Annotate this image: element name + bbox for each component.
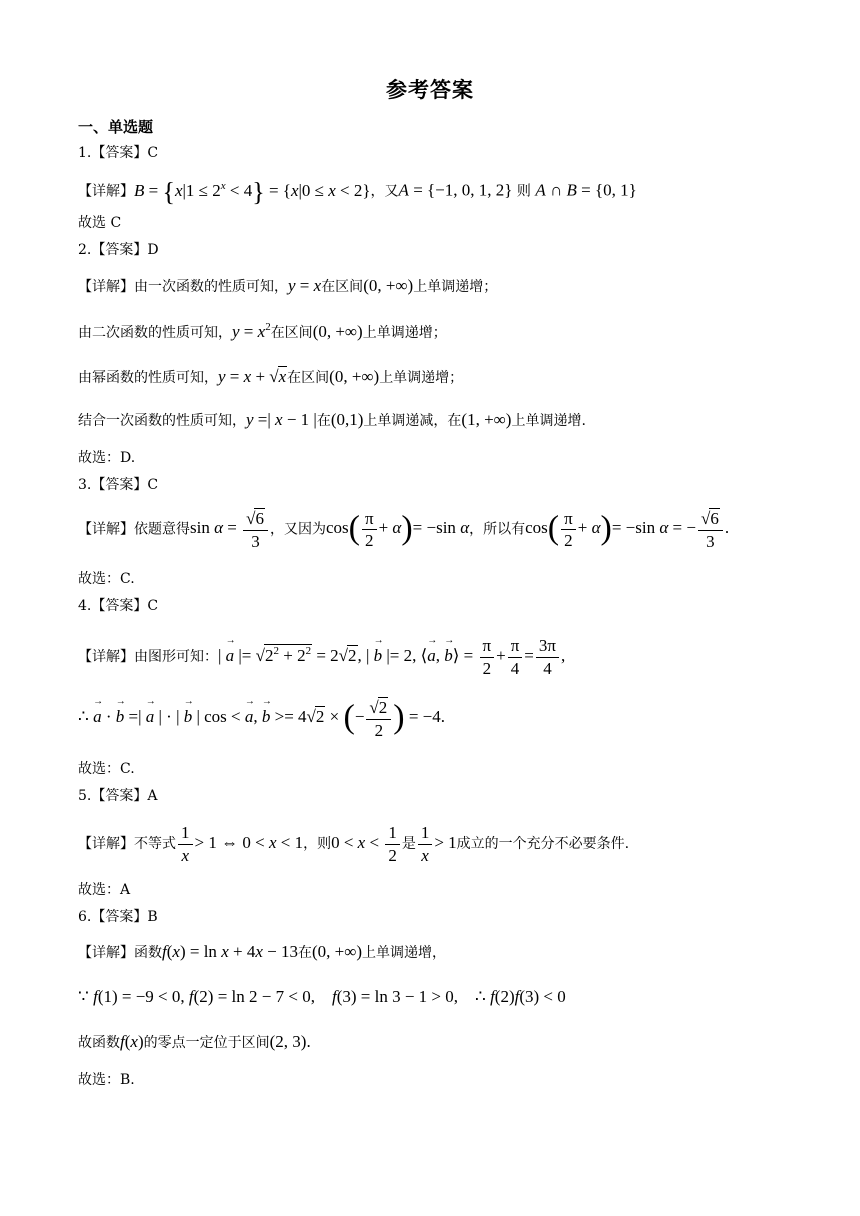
q2-l1-suffix: 上单调递增； bbox=[413, 279, 498, 295]
q6-zero-line bbox=[78, 1032, 311, 1052]
q4-magnitudes: | → a |= $√2^2 + 2^2 = 2√2$, | → b |= 2, ⟨→ a, → b⟩ = $\frac{\pi}{2}$ + $\frac{\pi}{4}$ = $\frac{3\pi}{4}$ , bbox=[218, 646, 565, 665]
q6-suffix: 上单调递增， bbox=[362, 945, 446, 961]
q2-l2-suffix: 上单调递增； bbox=[362, 325, 447, 341]
q6-mid: 在 bbox=[297, 945, 312, 961]
q6-evaluations: ∵ f(1) = −9 < 0, f(2) = ln 2 − 7 < 0, f(3) = ln 3 − 1 > 0, ∴ f(2)f(3) < 0 bbox=[78, 987, 566, 1006]
q4-prefix: 【详解】由图形可知： bbox=[78, 648, 218, 665]
q5-answer: 5.【答案】A bbox=[78, 788, 158, 804]
q3-mid2: ，所以有 bbox=[469, 521, 526, 538]
q2-l4-interval-1: (0,1) bbox=[330, 410, 364, 429]
q3-prefix: 【详解】依题意得 bbox=[78, 521, 190, 538]
q5-condition: 0 < x < $\frac{1}{2}$ bbox=[331, 833, 402, 852]
q2-l1-func: y = x bbox=[288, 276, 322, 295]
q2-l4-suffix: 上单调递增. bbox=[511, 413, 586, 429]
q6-function: f(x) = ln x + 4x − 13 bbox=[162, 942, 298, 961]
q5-mid: ，则 bbox=[303, 835, 332, 852]
q2-l2-interval: (0, +∞) bbox=[312, 322, 363, 341]
q2-line-2 bbox=[78, 321, 447, 342]
q6-answer: 6.【答案】B bbox=[78, 909, 158, 925]
q3-result: cos( $\frac{\pi}{2}$ + α)= −sin α = − $\frac{√6}{3}$ . bbox=[525, 508, 730, 551]
q1-then: 则 bbox=[512, 183, 536, 200]
q4-dot-formula: ∴ → a · → b =| → a | · | → b | cos < → a, → b >= 4√2 × (− $\frac{√2}{2}$ ) = −4. bbox=[78, 707, 445, 726]
q5-conclusion: 故选：A bbox=[78, 882, 131, 898]
q2-line-4 bbox=[78, 410, 586, 430]
q2-l4-prefix: 结合一次函数的性质可知， bbox=[78, 413, 246, 429]
section-heading: 一、单选题 bbox=[78, 118, 154, 136]
q5-mid2: 是 bbox=[401, 835, 416, 852]
q2-conclusion: 故选：D. bbox=[78, 450, 136, 466]
q2-answer: 2.【答案】D bbox=[78, 242, 159, 258]
q3-detail bbox=[78, 508, 729, 551]
q6-prefix: 【详解】函数 bbox=[78, 945, 162, 961]
q2-l2-mid: 在区间 bbox=[270, 325, 313, 341]
q6-conclusion: 故选：B. bbox=[78, 1072, 135, 1088]
q2-l3-suffix: 上单调递增； bbox=[379, 370, 464, 386]
q5-prefix: 【详解】不等式 bbox=[78, 835, 176, 852]
page-title: 参考答案 bbox=[386, 78, 474, 102]
q5-target: $\frac{1}{x}$ > 1 bbox=[416, 833, 457, 852]
q5-suffix: 成立的一个充分不必要条件. bbox=[456, 835, 630, 852]
q1-detail-tag: 【详解】 bbox=[78, 183, 134, 200]
q3-cos-identity: cos( $\frac{\pi}{2}$ + α)= −sin α bbox=[325, 508, 470, 551]
q6-values bbox=[78, 987, 566, 1007]
q6-interval: (0, +∞) bbox=[311, 942, 362, 961]
q2-l1-prefix: 【详解】由一次函数的性质可知， bbox=[78, 279, 288, 295]
q2-l4-interval-2: (1, +∞) bbox=[461, 410, 512, 429]
q6-detail bbox=[78, 942, 446, 962]
q1-answer: 1.【答案】C bbox=[78, 145, 159, 161]
q1-set-b: $B = \{x|1 \le 2^x < 4\} = \{x|0 \le x < 2\}$ bbox=[134, 177, 371, 206]
q4-answer: 4.【答案】C bbox=[78, 598, 159, 614]
q3-answer: 3.【答案】C bbox=[78, 477, 159, 493]
q2-line-1 bbox=[78, 276, 497, 296]
q2-l4-mid: 在 bbox=[316, 413, 331, 429]
q1-intersection: A ∩ B = {0, 1} bbox=[535, 180, 637, 200]
q3-conclusion: 故选：C. bbox=[78, 571, 135, 587]
q2-l3-prefix: 由幂函数的性质可知， bbox=[78, 370, 218, 386]
q2-l3-mid: 在区间 bbox=[287, 370, 330, 386]
q2-l4-mid2: 上单调递减，在 bbox=[363, 413, 462, 429]
q1-text: ，又 bbox=[370, 183, 399, 200]
q3-mid: ，又因为 bbox=[269, 521, 326, 538]
q3-sin-eq: sin α = $\frac{√6}{3}$ bbox=[190, 518, 270, 537]
q4-detail bbox=[78, 636, 565, 678]
q2-l1-interval: (0, +∞) bbox=[363, 276, 414, 295]
q4-dot-product bbox=[78, 697, 445, 740]
q6-line3-mid: 的零点一定位于区间 bbox=[143, 1035, 270, 1051]
q6-line3-prefix: 故函数 bbox=[78, 1035, 120, 1051]
q2-line-3 bbox=[78, 366, 463, 387]
q6-zero-interval: (2, 3). bbox=[269, 1032, 311, 1051]
q5-detail bbox=[78, 823, 629, 865]
q2-l3-func: y = x + √x bbox=[218, 367, 287, 386]
q1-conclusion: 故选 C bbox=[78, 215, 122, 231]
q1-set-a: A = {−1, 0, 1, 2} bbox=[398, 180, 513, 200]
q2-l2-func: $y = x^2$ bbox=[232, 321, 271, 341]
q2-l1-mid: 在区间 bbox=[321, 279, 364, 295]
q2-l4-func: y =| x − 1 | bbox=[246, 410, 317, 429]
q2-l3-interval: (0, +∞) bbox=[329, 367, 380, 386]
q1-detail bbox=[78, 176, 637, 207]
q5-inequality: $\frac{1}{x}$ > 1 ⇔ 0 < x < 1 bbox=[176, 833, 303, 852]
q6-fx: f(x) bbox=[120, 1032, 144, 1051]
q2-l2-prefix: 由二次函数的性质可知， bbox=[78, 325, 232, 341]
q4-conclusion: 故选：C. bbox=[78, 761, 135, 777]
